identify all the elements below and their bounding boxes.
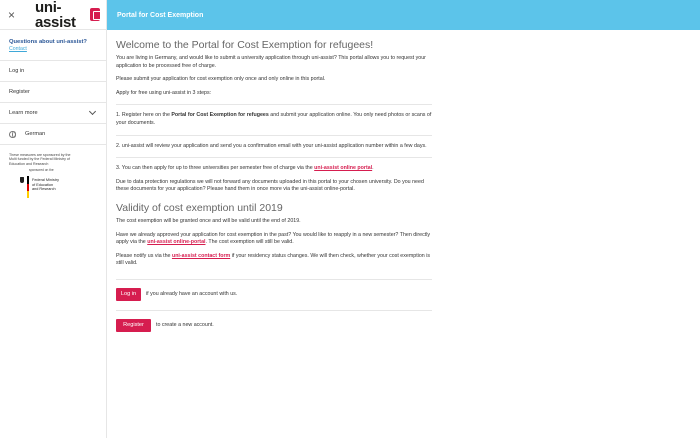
uni-assist-logo[interactable] (35, 0, 100, 30)
sidebar-item-label: Learn more (9, 110, 38, 116)
top-header (107, 0, 700, 30)
contact-form-link[interactable]: uni-assist contact form (171, 252, 231, 259)
welcome-heading: Welcome to the Portal for Cost Exemption for refugees! (116, 39, 374, 51)
bmbf-logo (19, 176, 97, 198)
contact-link[interactable]: Contact (9, 46, 27, 52)
validity-paragraph-2: Have we already approved your application for cost exemption in the past? You would like to reapply in a new semester? Then directly apply via the uni-assist online-portal. The cost exemption will still be valid. (116, 231, 431, 246)
login-button[interactable]: Log in (116, 288, 141, 301)
online-portal-link[interactable]: uni-assist online portal (314, 165, 373, 172)
german-flag-icon (27, 176, 29, 198)
sidebar-item-language[interactable] (0, 124, 106, 145)
globe-icon (9, 131, 16, 138)
divider (116, 279, 432, 280)
sidebar-top (0, 0, 106, 30)
register-row (116, 319, 432, 332)
questions-title: Questions about uni-assist? (9, 39, 87, 45)
data-protection-note: Due to data protection regulations we will not forward any documents uploaded in this portal to your chosen university. Do you need these documents for your application? Please hand them in once more via the uni-assist online-portal. (116, 178, 424, 193)
questions-box (0, 30, 106, 61)
chevron-down-icon (89, 108, 96, 115)
divider (116, 310, 432, 311)
login-row (116, 288, 432, 301)
sponsor-pre: sponsored on the (29, 168, 54, 173)
sidebar-item-register[interactable] (0, 82, 106, 103)
register-button[interactable]: Register (116, 319, 151, 332)
sidebar-item-label: Log in (9, 68, 25, 74)
logo-box-icon (90, 8, 100, 21)
sponsor-text: These measures are sponsored by the Multi funded by the Federal Ministry of Education and Research (9, 153, 71, 166)
online-portal-link-2[interactable]: uni-assist online-portal (147, 239, 206, 246)
step-2: 2. uni-assist will review your application and send you a confirmation email with your uni-assist application number within a few days. (116, 142, 427, 149)
divider (116, 157, 432, 158)
validity-heading: Validity of cost exemption until 2019 (116, 201, 283, 214)
sidebar (0, 0, 107, 438)
sponsor-block (0, 145, 106, 198)
validity-paragraph-3: Please notify us via the uni-assist contact form if your residency status changes. We will then check, whether your cost exemption is still valid. (116, 252, 431, 267)
register-note: to create a new account. (156, 322, 214, 329)
logo-text: uni-assist (34, 0, 76, 31)
step-3: 3. You can then apply for up to three universities per semester free of charge via the uni-assist online portal. (116, 165, 374, 172)
steps-intro: Apply for free using uni-assist in 3 steps: (116, 89, 212, 96)
sidebar-item-learn-more[interactable] (0, 103, 106, 124)
main-content (116, 30, 432, 332)
eagle-icon (19, 176, 25, 186)
validity-paragraph-1: The cost exemption will be granted once and will be valid until the end of 2019. (116, 217, 301, 224)
step-1: 1. Register here on the Portal for Cost Exemption for refugees and submit your application online. You only need photos or scans of your documents. (116, 112, 432, 126)
sidebar-item-label: German (25, 131, 46, 137)
close-icon[interactable]: × (8, 7, 16, 22)
page-title: Portal for Cost Exemption (117, 11, 204, 19)
login-note: if you already have an account with us. (146, 291, 238, 298)
submit-once-note: Please submit your application for cost exemption only once and only online in this portal. (116, 76, 326, 83)
sidebar-item-label: Register (9, 89, 30, 95)
sidebar-item-login[interactable] (0, 61, 106, 82)
divider (116, 104, 432, 105)
intro-paragraph: You are living in Germany, and would like to submit a university application through uni-assist? This portal allows you to request your application to be processed free of charge. (116, 55, 426, 69)
ministry-name: Federal Ministry of Education and Research (32, 178, 60, 192)
divider (116, 135, 432, 136)
